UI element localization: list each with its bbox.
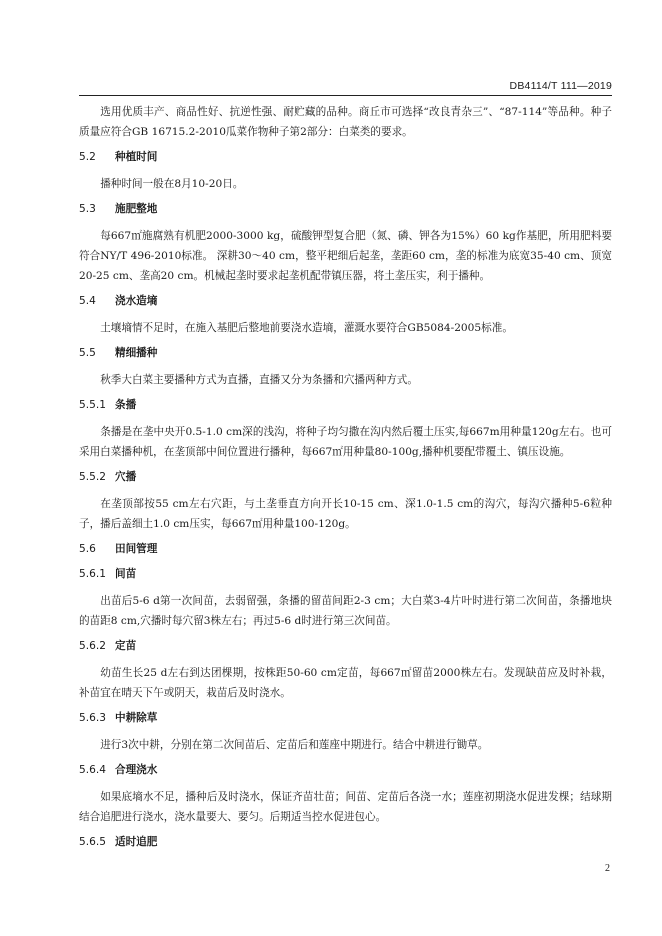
section-number: 5.5.2: [79, 471, 106, 483]
section-5-4-heading: [79, 293, 612, 309]
section-number: 5.6.2: [79, 640, 106, 652]
section-title: 穴播: [115, 471, 137, 483]
paragraph-variety: 选用优质丰产、商品性好、抗逆性强、耐贮藏的品种。商丘市可选择“改良青杂三”、“87-114”等品种。种子质量应符合GB 16715.2-2010瓜菜作物种子第2部分：白菜类的要求。: [79, 106, 612, 138]
paragraph-drill-sowing: 条播是在垄中央开0.5-1.0 cm深的浅沟，将种子均匀撒在沟内然后覆土压实,每667m用种量120g左右。也可采用白菜播种机，在垄顶部中间位置进行播种，每667㎡用种量80-100g,播种机要配带覆土、镇压设施。: [79, 426, 612, 458]
section-5-6-heading: [79, 541, 612, 557]
section-number: 5.6.1: [79, 568, 106, 580]
paragraph-irrigation: 如果底墒水不足，播种后及时浇水，保证齐苗壮苗；间苗、定苗后各浇一水；莲座初期浇水促进发棵；结球期结合追肥进行浇水，浇水量要大、要匀。后期适当控水促进包心。: [79, 791, 612, 823]
paragraph-fertilizing: 每667㎡施腐熟有机肥2000-3000 kg，硫酸钾型复合肥（氮、磷、钾各为15%）60 kg作基肥，所用肥料要符合NY/T 496-2010标准。 深耕30～40 cm，整平耙细后起垄，垄距60 cm，垄的标准为底宽35-40 cm、顶宽20-25 cm、垄高20 cm。机械起垄时要求起垄机配带镇压器，将土垄压实，利于播种。: [79, 230, 612, 282]
paragraph-weeding: 进行3次中耕，分别在第二次间苗后、定苗后和莲座中期进行。结合中耕进行锄草。: [100, 739, 489, 751]
paragraph-sowing-time: 播种时间一般在8月10-20日。: [100, 178, 244, 190]
section-title: 施肥整地: [115, 203, 158, 215]
section-5-6-1-heading: [79, 566, 612, 582]
section-number: 5.6.3: [79, 712, 106, 724]
section-5-5-1-heading: [79, 397, 612, 413]
section-number: 5.2: [79, 151, 96, 163]
paragraph-final-singling: 幼苗生长25 d左右到达团棵期，按株距50-60 cm定苗，每667㎡留苗2000株左右。发现缺苗应及时补栽，补苗宜在晴天下午或阴天，栽苗后及时浇水。: [79, 667, 612, 699]
document-body: [79, 102, 612, 859]
section-title: 条播: [115, 399, 137, 411]
section-number: 5.5: [79, 347, 96, 359]
header-rule: [79, 95, 612, 96]
section-title: 种植时间: [115, 151, 158, 163]
section-title: 中耕除草: [115, 712, 158, 724]
section-number: 5.4: [79, 295, 96, 307]
section-number: 5.6.4: [79, 764, 106, 776]
paragraph-watering-moisture: 土壤墒情不足时，在施入基肥后整地前要浇水造墒，灌溉水要符合GB5084-2005标准。: [100, 322, 513, 334]
section-number: 5.6.5: [79, 836, 106, 848]
section-title: 合理浇水: [115, 764, 158, 776]
page-number: 2: [605, 863, 610, 874]
paragraph-thinning: 出苗后5-6 d第一次间苗，去弱留强，条播的留苗间距2-3 cm；大白菜3-4片叶时进行第二次间苗，条播地块的苗距8 cm,穴播时每穴留3株左右；再过5-6 d时进行第三次间苗。: [79, 595, 612, 627]
section-number: 5.3: [79, 203, 96, 215]
paragraph-sowing-methods: 秋季大白菜主要播种方式为直播，直播又分为条播和穴播两种方式。: [100, 374, 418, 386]
section-title: 间苗: [115, 568, 137, 580]
section-5-3-heading: [79, 201, 612, 217]
section-title: 浇水造墒: [115, 295, 158, 307]
section-5-6-2-heading: [79, 638, 612, 654]
section-title: 精细播种: [115, 347, 158, 359]
paragraph-hole-sowing: 在垄顶部按55 cm左右穴距，与土垄垂直方向开长10-15 cm、深1.0-1.5 cm的沟穴，每沟穴播种5-6粒种子，播后盖细土1.0 cm压实，每667㎡用种量100-120g。: [79, 498, 612, 530]
section-title: 适时追肥: [115, 836, 158, 848]
section-title: 田间管理: [115, 543, 158, 555]
section-5-2-heading: [79, 149, 612, 165]
document-code: DB4114/T 111—2019: [509, 80, 612, 92]
section-5-6-5-heading: [79, 834, 612, 850]
section-title: 定苗: [115, 640, 137, 652]
section-number: 5.6: [79, 543, 96, 555]
section-5-5-2-heading: [79, 469, 612, 485]
section-5-5-heading: [79, 345, 612, 361]
section-number: 5.5.1: [79, 399, 106, 411]
section-5-6-4-heading: [79, 762, 612, 778]
section-5-6-3-heading: [79, 710, 612, 726]
